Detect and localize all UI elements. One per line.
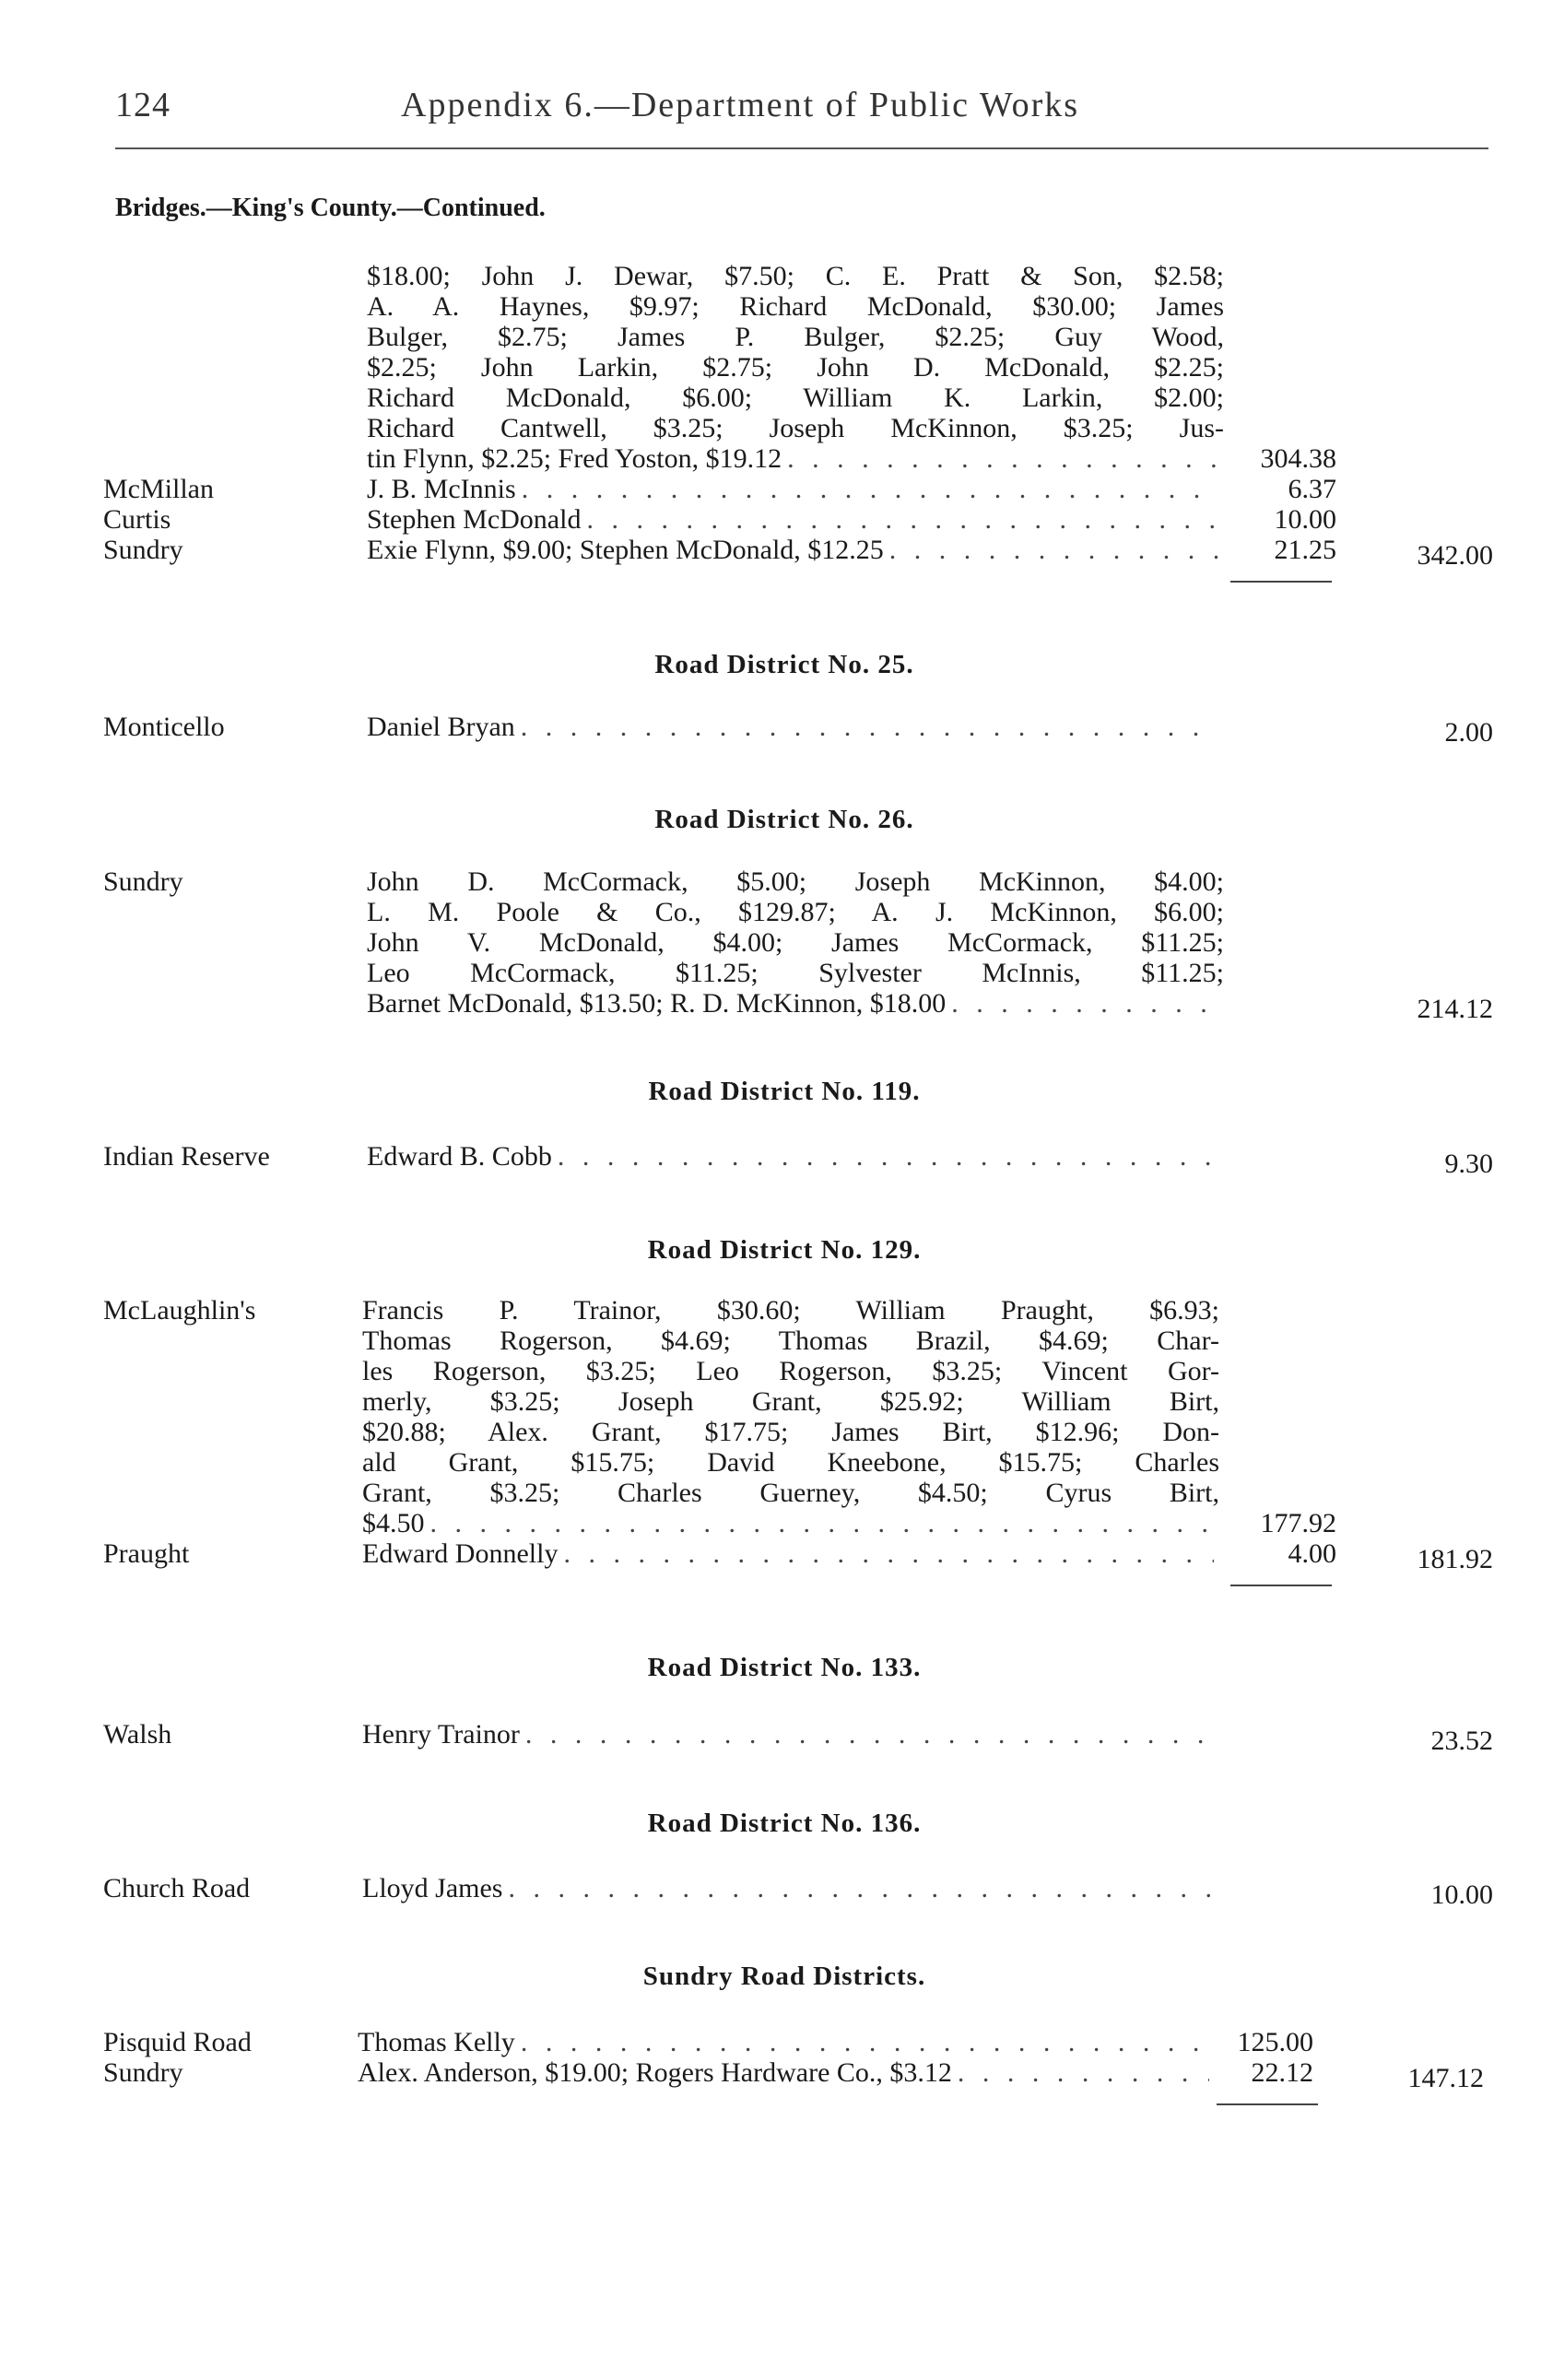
detail-line: John D. McCormack, $5.00; Joseph McKinnon, $4.00; [367,866,1224,897]
detail-entry [367,535,1224,565]
place-name: Monticello [103,712,225,742]
group-total: 147.12 [1407,2063,1484,2093]
place-name: Praught [103,1538,190,1569]
dot-leader [521,2027,1209,2057]
group-total: 2.00 [1444,717,1493,748]
detail-text: Alex. Anderson, $19.00; Rogers Hardware Co., $3.12 [358,2057,952,2088]
detail-entry [358,2027,1215,2057]
dot-leader [508,1873,1214,1903]
group-total: 9.30 [1444,1149,1493,1179]
detail-line: merly, $3.25; Joseph Grant, $25.92; William Birt, [362,1386,1219,1417]
detail-entry [367,712,1224,742]
group-total: 214.12 [1417,994,1493,1024]
detail-line: $2.25; John Larkin, $2.75; John D. McDonald, $2.25; [367,352,1224,383]
sum-rule [1217,2103,1318,2105]
detail-text: Stephen McDonald [367,504,582,535]
dot-leader [889,535,1218,565]
detail-line: Bulger, $2.75; James P. Bulger, $2.25; Guy Wood, [367,322,1224,352]
detail-entry [367,474,1224,504]
detail-entry [362,1538,1219,1569]
detail-line: Francis P. Trainor, $30.60; William Praught, $6.93; [362,1295,1219,1325]
group-total: 23.52 [1430,1726,1493,1756]
dot-leader [586,504,1218,535]
district-heading: Road District No. 136. [647,1809,922,1838]
district-heading: Road District No. 26. [654,805,914,834]
sum-rule [1230,1585,1332,1586]
detail-line: $20.88; Alex. Grant, $17.75; James Birt, $12.96; Don- [362,1417,1219,1447]
detail-text: Barnet McDonald, $13.50; R. D. McKinnon, $18.00 [367,988,947,1019]
place-name: Sundry [103,535,183,565]
detail-entry [358,2057,1215,2088]
detail-text: $4.50 [362,1508,425,1538]
place-name: Walsh [103,1719,172,1750]
page-number: 124 [115,86,171,124]
group-total: 342.00 [1417,540,1493,571]
detail-entry [362,1295,1219,1538]
dot-leader [525,1719,1214,1750]
district-heading: Road District No. 129. [647,1235,922,1265]
item-amount: 22.12 [1251,2057,1313,2088]
dot-leader [558,1141,1218,1172]
detail-entry [367,1141,1224,1172]
section-heading: Bridges.—King's County.—Continued. [115,194,546,222]
detail-line: Grant, $3.25; Charles Guerney, $4.50; Cyrus Birt, [362,1478,1219,1508]
bridges-continued-text [367,261,1224,474]
detail-line: Richard McDonald, $6.00; William K. Larkin, $2.00; [367,383,1224,413]
item-amount: 4.00 [1288,1538,1336,1569]
dot-leader [521,712,1218,742]
detail-text: Edward Donnelly [362,1538,559,1569]
dot-leader [951,988,1218,1019]
dot-leader [563,1538,1214,1569]
header-rule [115,147,1488,149]
place-name: McMillan [103,474,214,504]
place-name: Sundry [103,2057,183,2088]
detail-text: Daniel Bryan [367,712,515,742]
dot-leader [430,1508,1215,1538]
district-heading: Road District No. 119. [648,1077,921,1106]
dot-leader [522,474,1218,504]
place-name: Sundry [103,866,183,897]
detail-entry [367,504,1224,535]
detail-line: ald Grant, $15.75; David Kneebone, $15.75; Charles [362,1447,1219,1478]
district-heading: Road District No. 133. [647,1653,922,1682]
item-amount: 125.00 [1237,2027,1313,2057]
detail-text: J. B. McInnis [367,474,516,504]
detail-entry [367,866,1224,1019]
district-heading: Sundry Road Districts. [642,1962,926,1991]
page-title: Appendix 6.—Department of Public Works [401,86,1080,124]
detail-text: Edward B. Cobb [367,1141,552,1172]
place-name: McLaughlin's [103,1295,256,1325]
item-amount: 21.25 [1274,535,1336,565]
detail-text: Exie Flynn, $9.00; Stephen McDonald, $12.25 [367,535,884,565]
running-head [115,85,1212,140]
detail-line: Leo McCormack, $11.25; Sylvester McInnis, $11.25; [367,958,1224,988]
detail-text: Thomas Kelly [358,2027,515,2057]
sum-rule [1230,581,1332,583]
item-amount: 304.38 [1260,443,1336,474]
detail-line: Thomas Rogerson, $4.69; Thomas Brazil, $4.69; Char- [362,1325,1219,1356]
detail-line: Richard Cantwell, $3.25; Joseph McKinnon, $3.25; Jus- [367,413,1224,443]
item-amount: 10.00 [1274,504,1336,535]
group-total: 181.92 [1417,1544,1493,1574]
dot-leader [787,443,1218,474]
detail-text: Lloyd James [362,1873,503,1903]
detail-line: John V. McDonald, $4.00; James McCormack, $11.25; [367,927,1224,958]
detail-entry [362,1873,1219,1903]
place-name: Indian Reserve [103,1141,270,1172]
detail-last-line [367,443,1224,474]
detail-line: $18.00; John J. Dewar, $7.50; C. E. Pratt & Son, $2.58; [367,261,1224,291]
item-amount: 177.92 [1260,1508,1336,1538]
detail-entry [362,1719,1219,1750]
detail-line: L. M. Poole & Co., $129.87; A. J. McKinnon, $6.00; [367,897,1224,927]
place-name: Pisquid Road [103,2027,252,2057]
district-heading: Road District No. 25. [654,650,914,679]
detail-text: tin Flynn, $2.25; Fred Yoston, $19.12 [367,443,782,474]
group-total: 10.00 [1430,1879,1493,1910]
detail-line: A. A. Haynes, $9.97; Richard McDonald, $30.00; James [367,291,1224,322]
detail-line: les Rogerson, $3.25; Leo Rogerson, $3.25; Vincent Gor- [362,1356,1219,1386]
item-amount: 6.37 [1288,474,1336,504]
place-name: Church Road [103,1873,251,1903]
place-name: Curtis [103,504,171,535]
detail-text: Henry Trainor [362,1719,520,1750]
dot-leader [958,2057,1209,2088]
